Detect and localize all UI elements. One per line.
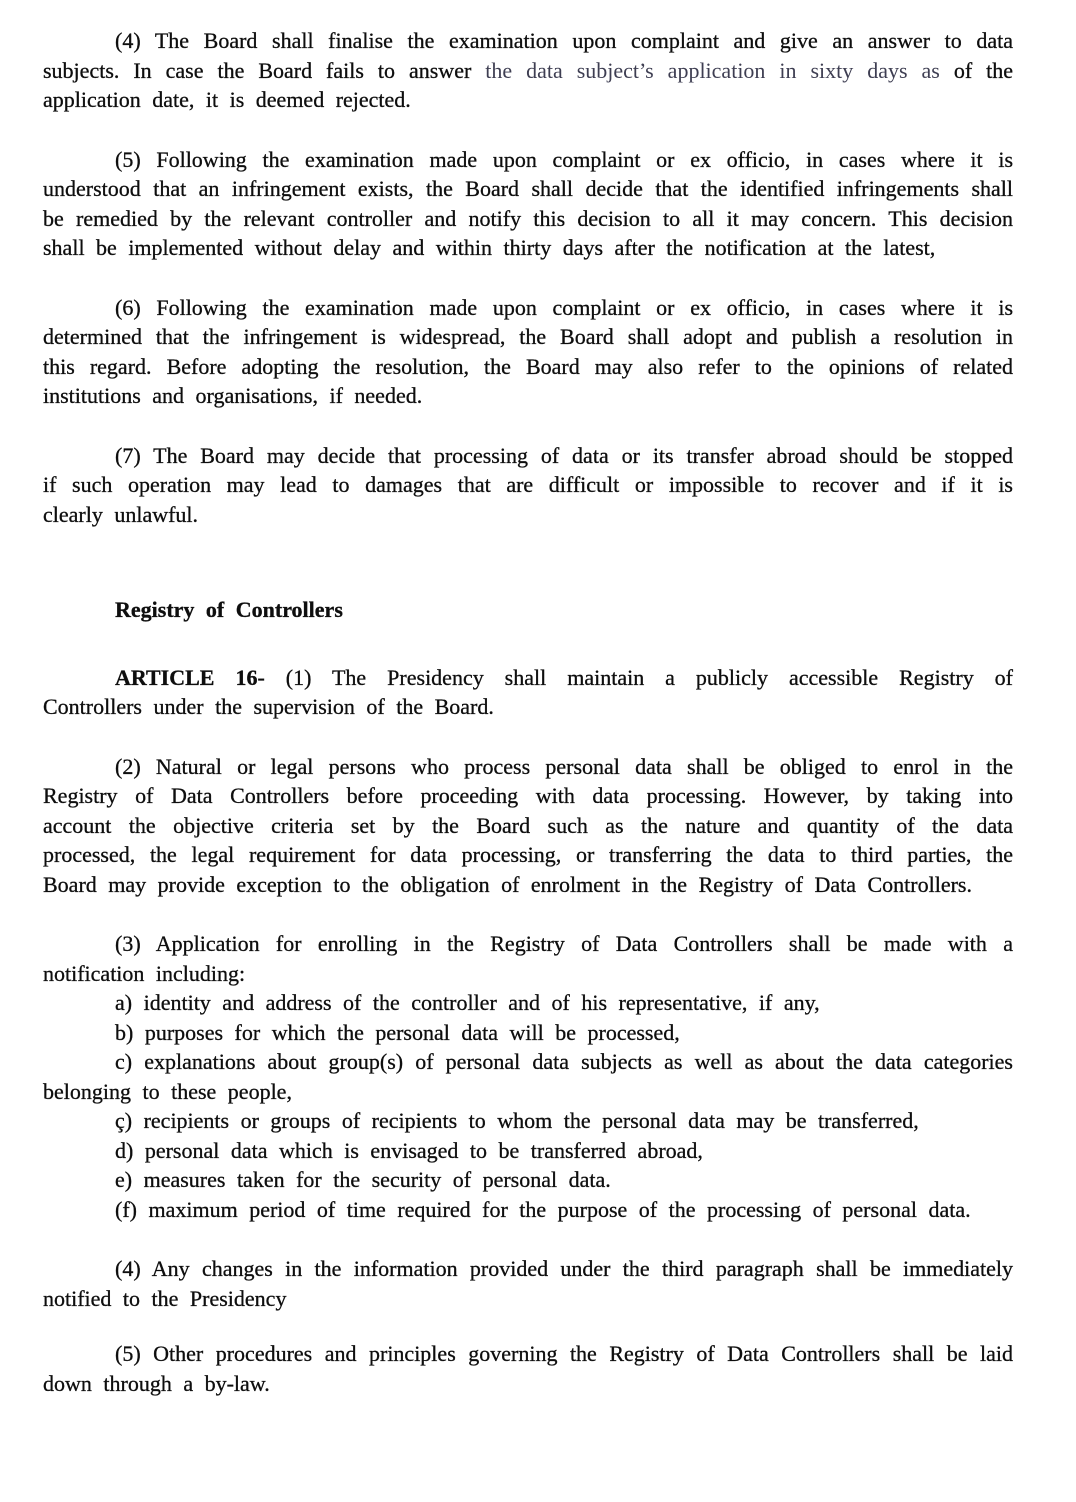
paragraph-4-run-1: (4) The Board shall finalise the examination upon complaint and give an answer to data subjects. In case the Board fails to answer — [43, 28, 1013, 83]
list-item-c: c) explanations about group(s) of personal data subjects as well as about the data categories belonging to these people, — [43, 1049, 1013, 1104]
paragraph-7-stop-processing: (7) The Board may decide that processing of data or its transfer abroad should be stopped if such operation may lead to damages that are difficult or impossible to recover and if it is clearly unlawful. — [43, 442, 1013, 527]
list-item-d: d) personal data which is envisaged to be transferred abroad, — [115, 1137, 703, 1163]
list-item-e: e) measures taken for the security of personal data. — [115, 1167, 611, 1192]
paragraph-3-application-intro: (3) Application for enrolling in the Registry of Data Controllers shall be made with a notification including: — [43, 931, 1013, 986]
paragraph-5-bylaw: (5) Other procedures and principles governing the Registry of Data Controllers shall be laid down through a by-law. — [43, 1341, 1013, 1396]
paragraph-2-enrol-obligation: (2) Natural or legal persons who process personal data shall be obliged to enrol in the Registry of Data Controllers before proceeding with data processing. However, by taking into account the objective criteria set by the Board such as the nature and quantity of the data processed, the legal requirement for data processing, or transferring the data to third parties, the Board may provide exception to the obligation of enrolment in the Registry of Data Controllers. — [43, 753, 1013, 897]
paragraph-4-run-2-muted: the data subject’s application in sixty days as — [485, 57, 954, 83]
paragraph-5-infringement: (5) Following the examination made upon complaint or ex officio, in cases where it is understood that an infringement exists, the Board shall decide that the identified infringements shall be remedied by the relevant controller and notify this decision to all it may concern. This decision shall be implemented without delay and within thirty days after the notification at the latest, — [43, 146, 1013, 260]
paragraph-article-16 — [43, 663, 1013, 722]
paragraph-4-changes-notification: (4) Any changes in the information provided under the third paragraph shall be immediately notified to the Presidency — [43, 1256, 1013, 1311]
list-item-b: b) purposes for which the personal data will be processed, — [115, 1019, 680, 1045]
paragraph-4-board-answer — [43, 26, 1013, 115]
list-item-f: (f) maximum period of time required for the purpose of the processing of personal data. — [115, 1196, 971, 1222]
section-heading-registry-of-controllers: Registry of Controllers — [115, 597, 343, 622]
list-item-a: a) identity and address of the controller and of his representative, if any, — [115, 990, 820, 1015]
article-16-body: (1) The Presidency shall maintain a publicly accessible Registry of Controllers under the supervision of the Board. — [43, 664, 1013, 719]
paragraph-4-run-3: of the application date, it is deemed rejected. — [43, 57, 1014, 112]
article-16-label: ARTICLE 16- — [115, 664, 286, 690]
list-item-c-cedilla: ç) recipients or groups of recipients to whom the personal data may be transferred, — [115, 1108, 919, 1133]
paragraph-6-widespread: (6) Following the examination made upon complaint or ex officio, in cases where it is determined that the infringement is widespread, the Board shall adopt and publish a resolution in this regard. Before adopting the resolution, the Board may also refer to the opinions of related institutions and organisations, if needed. — [43, 294, 1013, 408]
